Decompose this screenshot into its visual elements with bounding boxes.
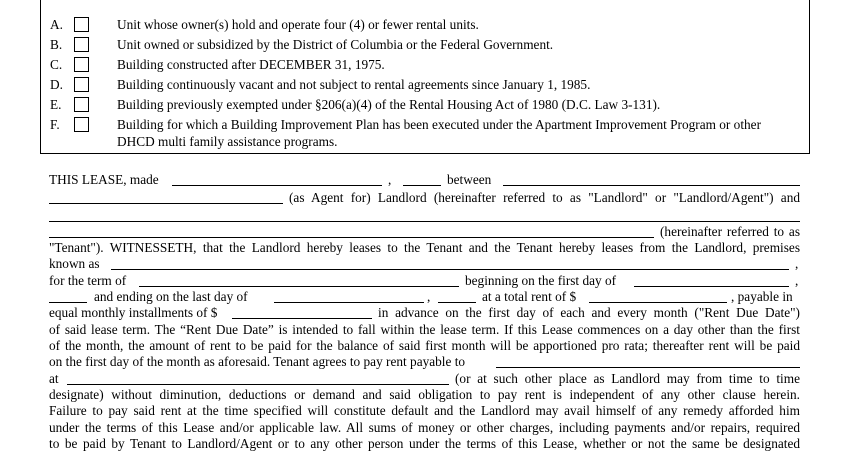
lease-line-6 <box>49 256 800 272</box>
known-as-label: known as <box>49 256 100 271</box>
option-letter: A. <box>50 17 63 32</box>
comma: , <box>427 289 431 304</box>
option-letter: B. <box>50 37 63 52</box>
option-letter: C. <box>50 57 63 72</box>
term-field[interactable] <box>139 286 459 287</box>
tenant-name-field-1[interactable] <box>49 221 800 222</box>
landlord-name-field[interactable] <box>503 185 800 186</box>
option-e-checkbox[interactable] <box>74 97 89 112</box>
tenant-name-field-2[interactable] <box>49 237 654 238</box>
end-month-field[interactable] <box>274 302 424 303</box>
comma: , <box>795 256 799 271</box>
lease-line-9 <box>49 305 800 321</box>
lease-line-7 <box>49 273 800 289</box>
option-text: Building constructed after DECEMBER 31, 1975. <box>117 57 385 72</box>
lease-line-8 <box>49 289 800 305</box>
option-letter: F. <box>50 117 60 132</box>
option-f-checkbox[interactable] <box>74 117 89 132</box>
lease-line-13 <box>49 371 800 387</box>
lease-line-4 <box>49 224 800 240</box>
start-year-field[interactable] <box>49 302 87 303</box>
option-text: Building previously exempted under §206(a)(4) of the Rental Housing Act of 1980 (D.C. Law 3-131). <box>117 97 661 112</box>
installments-label: equal monthly installments of $ <box>49 305 218 320</box>
between-label: between <box>447 172 492 187</box>
comma: , <box>388 172 392 187</box>
option-c-checkbox[interactable] <box>74 57 89 72</box>
agent-name-field[interactable] <box>49 203 283 204</box>
beginning-label: beginning on the first day of <box>465 273 617 288</box>
total-rent-label: at a total rent of $ <box>482 289 577 304</box>
made-label: THIS LEASE, made <box>49 172 159 187</box>
start-month-field[interactable] <box>634 286 789 287</box>
end-year-field[interactable] <box>438 302 476 303</box>
tenant-ref: (hereinafter referred to as <box>660 224 800 239</box>
in-advance-text: in advance on the first day of each and every month ("Rent Due Date") <box>378 305 800 320</box>
payee-field[interactable] <box>496 367 800 368</box>
payable-to-label: on the first day of the month as aforesaid. Tenant agrees to pay rent payable to <box>49 354 466 369</box>
lease-body-line: under the terms of this Lease and/or applicable law. All sums of money or other charges, including payments and/or repairs, required <box>49 420 800 435</box>
option-letter: E. <box>50 97 62 112</box>
lease-line-3 <box>49 208 800 224</box>
lease-year-field[interactable] <box>403 185 441 186</box>
witness-line: "Tenant"). WITNESSETH, that the Landlord hereby leases to the Tenant and the Tenant hereby leases from the Landlord, premises <box>49 240 800 255</box>
for-term-label: for the term of <box>49 273 127 288</box>
at-label: at <box>49 371 59 386</box>
lease-body-line: to be paid by Tenant to Landlord/Agent or to any other person under the terms of this Lease, whether or not the same be designated <box>49 436 800 451</box>
other-place-text: (or at such other place as Landlord may from time to time <box>455 371 800 386</box>
option-text: Unit whose owner(s) hold and operate four (4) or fewer rental units. <box>117 17 479 32</box>
lease-body-line: of said lease term. The “Rent Due Date” is intended to fall within the lease term. If this Lease commences on a day other than the first <box>49 322 800 337</box>
option-f-continuation: DHCD multi family assistance programs. <box>117 134 338 149</box>
ending-label: and ending on the last day of <box>94 289 248 304</box>
payable-in-label: , payable in <box>731 289 793 304</box>
lease-line-2 <box>49 190 800 206</box>
lease-body-line: designate) without diminution, deductions or demand and said obligation to pay rent is independent of any other clause herein. <box>49 387 800 402</box>
option-text: Unit owned or subsidized by the District of Columbia or the Federal Government. <box>117 37 554 52</box>
option-text: Building continuously vacant and not subject to rental agreements since January 1, 1985. <box>117 77 591 92</box>
option-letter: D. <box>50 77 63 92</box>
option-b-checkbox[interactable] <box>74 37 89 52</box>
monthly-rent-field[interactable] <box>232 318 372 319</box>
total-rent-field[interactable] <box>589 302 727 303</box>
lease-body-line: of the month, the amount of rent to be paid for the balance of said first month will be apportioned pro rata; thereafter rent will be paid <box>49 338 800 353</box>
premises-field[interactable] <box>111 269 789 270</box>
agent-phrase: (as Agent for) Landlord (hereinafter referred to as "Landlord" or "Landlord/Agent") and <box>289 190 800 205</box>
option-text: Building for which a Building Improvement Plan has been executed under the Apartment Improvement Program or other <box>117 117 761 132</box>
lease-date-field[interactable] <box>172 185 382 186</box>
lease-line-12 <box>49 354 800 370</box>
payment-address-field[interactable] <box>67 384 449 385</box>
option-a-checkbox[interactable] <box>74 17 89 32</box>
option-d-checkbox[interactable] <box>74 77 89 92</box>
lease-line-1 <box>49 172 800 188</box>
lease-body-line: Failure to pay said rent at the time specified will constitute default and the Landlord may avail himself of any remedy afforded him <box>49 403 800 418</box>
comma: , <box>795 273 799 288</box>
